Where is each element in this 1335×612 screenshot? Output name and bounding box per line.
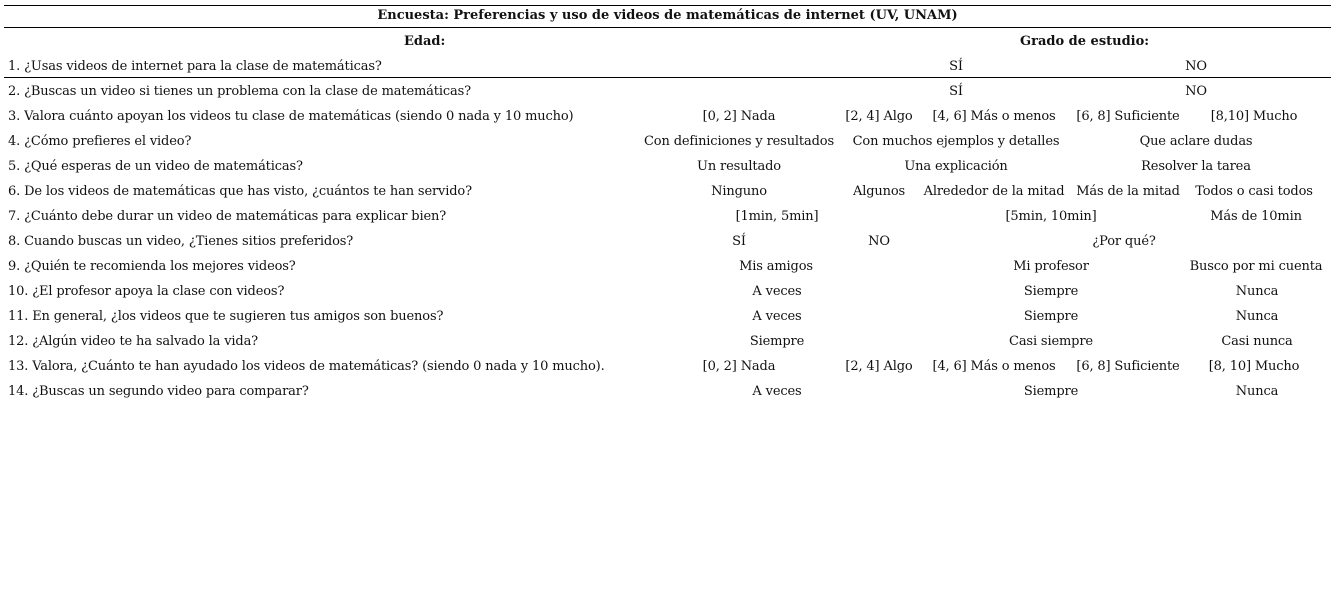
answer-option: Casi siempre <box>1009 334 1093 349</box>
grade-header: Grado de estudio: <box>1020 34 1150 49</box>
answer-option: [2, 4] Algo <box>845 109 913 124</box>
answer-option: [2, 4] Algo <box>845 359 913 374</box>
answer-option: Nunca <box>1235 309 1279 324</box>
answer-option: Una explicación <box>904 159 1008 174</box>
answer-option: Con muchos ejemplos y detalles <box>852 134 1060 149</box>
answer-option: Nunca <box>1235 384 1279 399</box>
question-text: 1. ¿Usas videos de internet para la clase de matemáticas? <box>8 59 382 74</box>
survey-title: Encuesta: Preferencias y uso de videos de matemáticas de internet (UV, UNAM) <box>377 8 958 23</box>
question-row <box>0 59 1335 84</box>
answer-option: Más de la mitad <box>1076 184 1180 199</box>
question-text: 14. ¿Buscas un segundo video para comparar? <box>8 384 309 399</box>
answer-option: Nunca <box>1235 284 1279 299</box>
answer-option: [0, 2] Nada <box>702 359 776 374</box>
question-text: 5. ¿Qué esperas de un video de matemáticas? <box>8 159 303 174</box>
answer-option: Más de 10min <box>1210 209 1302 224</box>
answer-option: Siempre <box>1023 384 1079 399</box>
question-row <box>0 309 1335 334</box>
answer-option: [1min, 5min] <box>735 209 819 224</box>
answer-option: SÍ <box>732 234 746 249</box>
question-row <box>0 209 1335 234</box>
answer-option: Resolver la tarea <box>1141 159 1251 174</box>
answer-option: A veces <box>752 284 802 299</box>
answer-option: [5min, 10min] <box>1005 209 1097 224</box>
answer-option: NO <box>1185 59 1207 74</box>
age-header: Edad: <box>404 34 446 49</box>
answer-option: [8, 10] Mucho <box>1208 359 1300 374</box>
question-row <box>0 234 1335 259</box>
question-row <box>0 184 1335 209</box>
question-row <box>0 109 1335 134</box>
question-text: 13. Valora, ¿Cuánto te han ayudado los videos de matemáticas? (siendo 0 nada y 10 mucho). <box>8 359 605 374</box>
answer-option: Que aclare dudas <box>1139 134 1253 149</box>
answer-option: [6, 8] Suficiente <box>1076 359 1180 374</box>
question-row <box>0 334 1335 359</box>
answer-option: Siempre <box>1023 284 1079 299</box>
answer-option: [8,10] Mucho <box>1210 109 1298 124</box>
question-row <box>0 384 1335 409</box>
answer-option: Casi nunca <box>1221 334 1293 349</box>
answer-option: NO <box>1185 84 1207 99</box>
question-text: 8. Cuando buscas un video, ¿Tienes sitios preferidos? <box>8 234 354 249</box>
answer-option: A veces <box>752 309 802 324</box>
answer-option: Un resultado <box>697 159 781 174</box>
question-text: 4. ¿Cómo prefieres el video? <box>8 134 192 149</box>
answer-option: SÍ <box>949 59 963 74</box>
answer-option: Con definiciones y resultados <box>644 134 834 149</box>
question-text: 2. ¿Buscas un video si tienes un problema con la clase de matemáticas? <box>8 84 471 99</box>
answer-option: Alrededor de la mitad <box>923 184 1065 199</box>
question-row <box>0 134 1335 159</box>
question-text: 7. ¿Cuánto debe durar un video de matemáticas para explicar bien? <box>8 209 447 224</box>
answer-option: A veces <box>752 384 802 399</box>
question-text: 10. ¿El profesor apoya la clase con videos? <box>8 284 285 299</box>
answer-option: SÍ <box>949 84 963 99</box>
answer-option: [4, 6] Más o menos <box>932 109 1056 124</box>
answer-option: Algunos <box>852 184 906 199</box>
answer-option: [0, 2] Nada <box>702 109 776 124</box>
answer-option: [4, 6] Más o menos <box>932 359 1056 374</box>
answer-option: Mi profesor <box>1013 259 1089 274</box>
question-row <box>0 159 1335 184</box>
answer-option: Siempre <box>1023 309 1079 324</box>
title-rule <box>4 27 1331 28</box>
answer-option: Busco por mi cuenta <box>1189 259 1323 274</box>
answer-option: NO <box>868 234 890 249</box>
top-rule <box>4 5 1331 6</box>
question-text: 12. ¿Algún video te ha salvado la vida? <box>8 334 258 349</box>
question-row <box>0 359 1335 384</box>
answer-option: Siempre <box>749 334 805 349</box>
answer-option: Mis amigos <box>739 259 813 274</box>
question-text: 9. ¿Quién te recomienda los mejores videos? <box>8 259 296 274</box>
question-row <box>0 284 1335 309</box>
answer-option: ¿Por qué? <box>1092 234 1156 249</box>
question-text: 6. De los videos de matemáticas que has visto, ¿cuántos te han servido? <box>8 184 472 199</box>
answer-option: Todos o casi todos <box>1195 184 1313 199</box>
question-text: 11. En general, ¿los videos que te sugieren tus amigos son buenos? <box>8 309 444 324</box>
question-text: 3. Valora cuánto apoyan los videos tu clase de matemáticas (siendo 0 nada y 10 mucho) <box>8 109 574 124</box>
answer-option: Ninguno <box>711 184 767 199</box>
question-row <box>0 259 1335 284</box>
question-row <box>0 84 1335 109</box>
answer-option: [6, 8] Suficiente <box>1076 109 1180 124</box>
